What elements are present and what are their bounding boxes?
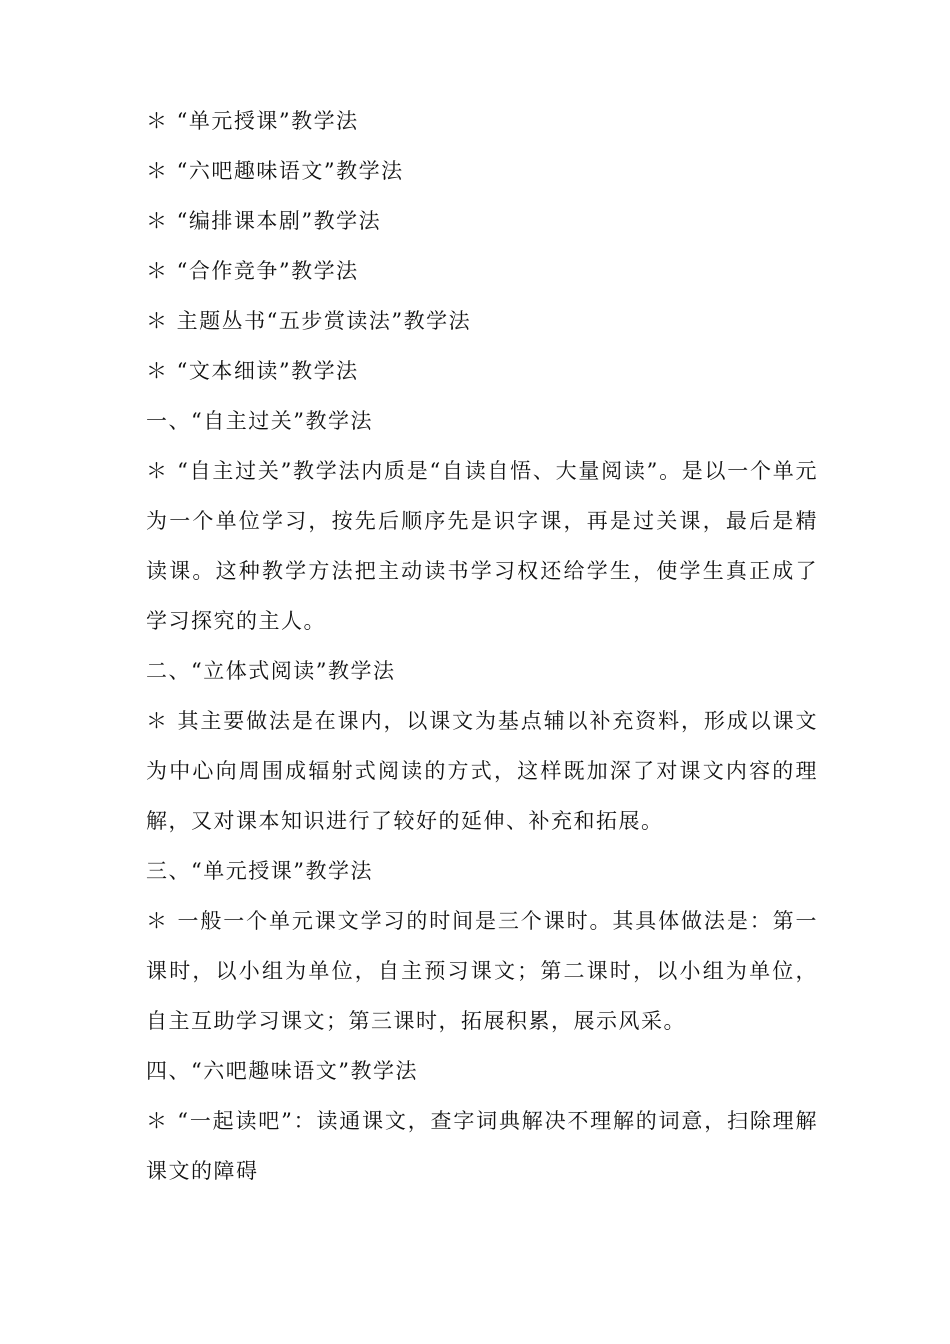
bullet-item: ＊ “文本细读”教学法 <box>146 359 359 383</box>
section-heading: 三、“单元授课”教学法 <box>146 859 373 883</box>
section-heading: 四、“六吧趣味语文”教学法 <box>146 1059 418 1083</box>
section-heading: 二、“立体式阅读”教学法 <box>146 659 396 683</box>
section-heading: 一、“自主过关”教学法 <box>146 409 373 433</box>
document-content <box>146 96 818 1196</box>
section-body: ＊ 其主要做法是在课内，以课文为基点辅以补充资料，形成以课文为中心向周围成辐射式阅读的方式，这样既加深了对课文内容的理解，又对课本知识进行了较好的延伸、补充和拓展。 <box>146 709 818 833</box>
bullet-item: ＊ 主题丛书“五步赏读法”教学法 <box>146 309 472 333</box>
section-body: ＊ “自主过关”教学法内质是“自读自悟、大量阅读”。是以一个单元为一个单位学习，按先后顺序先是识字课，再是过关课，最后是精读课。这种教学方法把主动读书学习权还给学生，使学生真正成了学习探究的主人。 <box>146 459 818 633</box>
bullet-item: ＊ “合作竞争”教学法 <box>146 259 359 283</box>
bullet-item: ＊ “编排课本剧”教学法 <box>146 209 382 233</box>
bullet-item: ＊ “单元授课”教学法 <box>146 109 359 133</box>
bullet-item: ＊ “六吧趣味语文”教学法 <box>146 159 404 183</box>
section-body: ＊ “一起读吧”：读通课文，查字词典解决不理解的词意，扫除理解课文的障碍 <box>146 1109 818 1183</box>
section-body: ＊ 一般一个单元课文学习的时间是三个课时。其具体做法是：第一课时，以小组为单位，自主预习课文；第二课时，以小组为单位，自主互助学习课文；第三课时，拓展积累，展示风采。 <box>146 909 818 1033</box>
